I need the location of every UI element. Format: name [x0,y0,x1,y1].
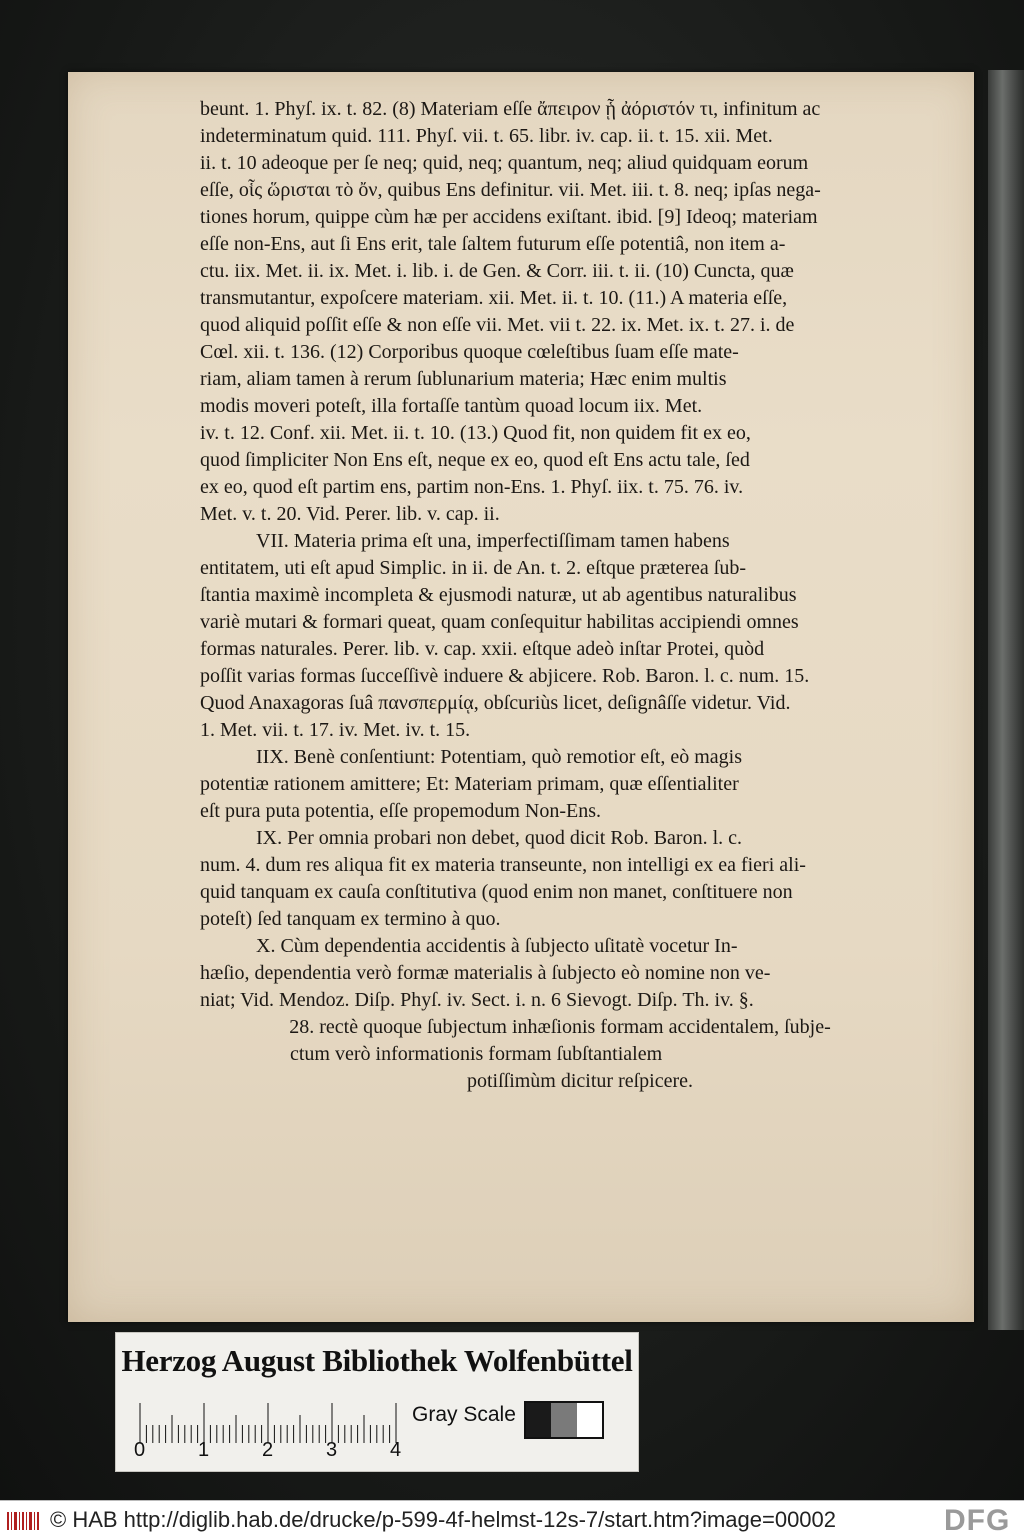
text-line: transmutantur, expoſcere materiam. xii. Met. ii. t. 10. (11.) A materia eſſe, [200,287,788,309]
gray-scale-label: Gray Scale [412,1403,516,1426]
ruler-number: 2 [262,1439,274,1461]
text-line: quod ſimpliciter Non Ens eſt, neque ex eo, quod eſt Ens actu tale, ſed [200,449,750,471]
text-line: ctu. iix. Met. ii. ix. Met. i. lib. i. de Gen. & Corr. iii. t. ii. (10) Cuncta, quæ [200,260,794,282]
gray-scale-swatch [524,1401,604,1439]
paragraph-iix-line: IIX. Benè conſentiunt: Potentiam, quò remotior eſt, eò magis [256,746,743,768]
paragraph-iix-line: eſt pura puta potentia, eſſe propemodum Non-Ens. [200,800,602,822]
paragraph-vii-line: ſtantia maximè incompleta & ejusmodi naturæ, ut ab agentibus naturalibus [200,584,797,606]
book-edge [988,70,1024,1330]
paragraph-ix-line: quid tanquam ex cauſa conſtitutiva (quod enim non manet, conſtituere non [200,881,793,903]
paragraph-x-line: hæſio, dependentia verò formæ materialis à ſubjecto eò nomine non ve- [200,962,771,984]
text-line: Met. v. t. 20. Vid. Perer. lib. v. cap. ii. [200,503,500,525]
paragraph-vii-line: Quod Anaxagoras ſuâ πανσπερμίᾳ, obſcuriùs licet, deſignâſſe videtur. Vid. [200,692,791,714]
text-line: eſſe, οἷς ὥρισται τὸ ὄν, quibus Ens definitur. vii. Met. iii. t. 8. neq; ipſas nega- [200,179,821,201]
paragraph-vii-line: entitatem, uti eſt apud Simplic. in ii. de An. t. 2. eſtque præterea ſub- [200,557,746,579]
ruler-number: 4 [390,1439,402,1461]
barcode-icon [6,1510,42,1532]
ruler-number: 0 [134,1439,146,1461]
page-text [200,96,920,1095]
gray-swatch-white [577,1403,602,1437]
text-line: Cœl. xii. t. 136. (12) Corporibus quoque cœleſtibus ſuam eſſe mate- [200,341,739,363]
footer-bar [0,1500,1024,1539]
gray-swatch-gray [551,1403,576,1437]
paragraph-x-line: potiſſimùm dicitur reſpicere. [466,1070,694,1092]
gray-swatch-black [526,1403,551,1437]
paragraph-vii-line: formas naturales. Perer. lib. v. cap. xxii. eſtque adeò inſtar Protei, quòd [200,638,765,660]
text-line: iv. t. 12. Conf. xii. Met. ii. t. 10. (13.) Quod fit, non quidem fit ex eo, [200,422,751,444]
text-line: quod aliquid poſſit eſſe & non eſſe vii. Met. vii t. 22. ix. Met. ix. t. 27. i. de [200,314,795,336]
text-line: beunt. 1. Phyſ. ix. t. 82. (8) Materiam eſſe ἄπειρον ᾗ ἀόριστόν τι, infinitum ac [200,98,821,120]
text-line: riam, aliam tamen à rerum ſublunarium materia; Hæc enim multis [200,368,727,390]
paragraph-x-line: X. Cùm dependentia accidentis à ſubjecto uſitatè vocetur In- [256,935,738,957]
text-line: ex eo, quod eſt partim ens, partim non-Ens. 1. Phyſ. iix. t. 75. 76. iv. [200,476,744,498]
ruler-numbers [134,1439,428,1465]
paragraph-x-line: niat; Vid. Mendoz. Diſp. Phyſ. iv. Sect. i. n. 6 Sievogt. Diſp. Th. iv. §. [200,989,754,1011]
text-line: indeterminatum quid. 111. Phyſ. vii. t. 65. libr. iv. cap. ii. t. 15. xii. Met. [200,125,773,147]
book-page [68,72,974,1322]
text-line: tiones horum, quippe cùm hæ per accidens exiſtant. ibid. [9] Ideoq; materiam [200,206,818,228]
dfg-logo: DFG [944,1504,1011,1537]
paragraph-ix-line: poteſt) ſed tanquam ex termino à quo. [200,908,501,930]
text-line: modis moveri poteſt, illa fortaſſe tantùm quoad locum iix. Met. [200,395,703,417]
paragraph-x-line: 28. rectè quoque ſubjectum inhæſionis formam accidentalem, ſubje- [289,1016,831,1038]
paragraph-vii-line: 1. Met. vii. t. 17. iv. Met. iv. t. 15. [200,719,471,741]
paragraph-vii-line: poſſit varias formas ſucceſſivè induere & abjicere. Rob. Baron. l. c. num. 15. [200,665,810,687]
ruler-number: 1 [198,1439,210,1461]
library-label-card [115,1332,639,1472]
paragraph-x-line: ctum verò informationis formam ſubſtantialem [290,1043,663,1065]
paragraph-vii-line: VII. Materia prima eſt una, imperfectiſſimam tamen habens [256,530,730,552]
paragraph-vii-line: variè mutari & formari queat, quam conſequitur habilitas accipiendi omnes [200,611,799,633]
text-line: ii. t. 10 adeoque per ſe neq; quid, neq; quantum, neq; aliud quidquam eorum [200,152,809,174]
library-name: Herzog August Bibliothek Wolfenbüttel [121,1343,633,1378]
copyright-link[interactable]: © HAB http://diglib.hab.de/drucke/p-599-4f-helmst-12s-7/start.htm?image=00002 [50,1507,837,1532]
paragraph-ix-line: num. 4. dum res aliqua fit ex materia transeunte, non intelligi ex ea fieri ali- [200,854,806,876]
text-line: eſſe non-Ens, aut ſi Ens erit, tale ſaltem futurum eſſe potentiâ, non item a- [200,233,786,255]
ruler-number: 3 [326,1439,338,1461]
paragraph-ix-line: IX. Per omnia probari non debet, quod dicit Rob. Baron. l. c. [256,827,743,849]
paragraph-iix-line: potentiæ rationem amittere; Et: Materiam primam, quæ eſſentialiter [200,773,739,795]
